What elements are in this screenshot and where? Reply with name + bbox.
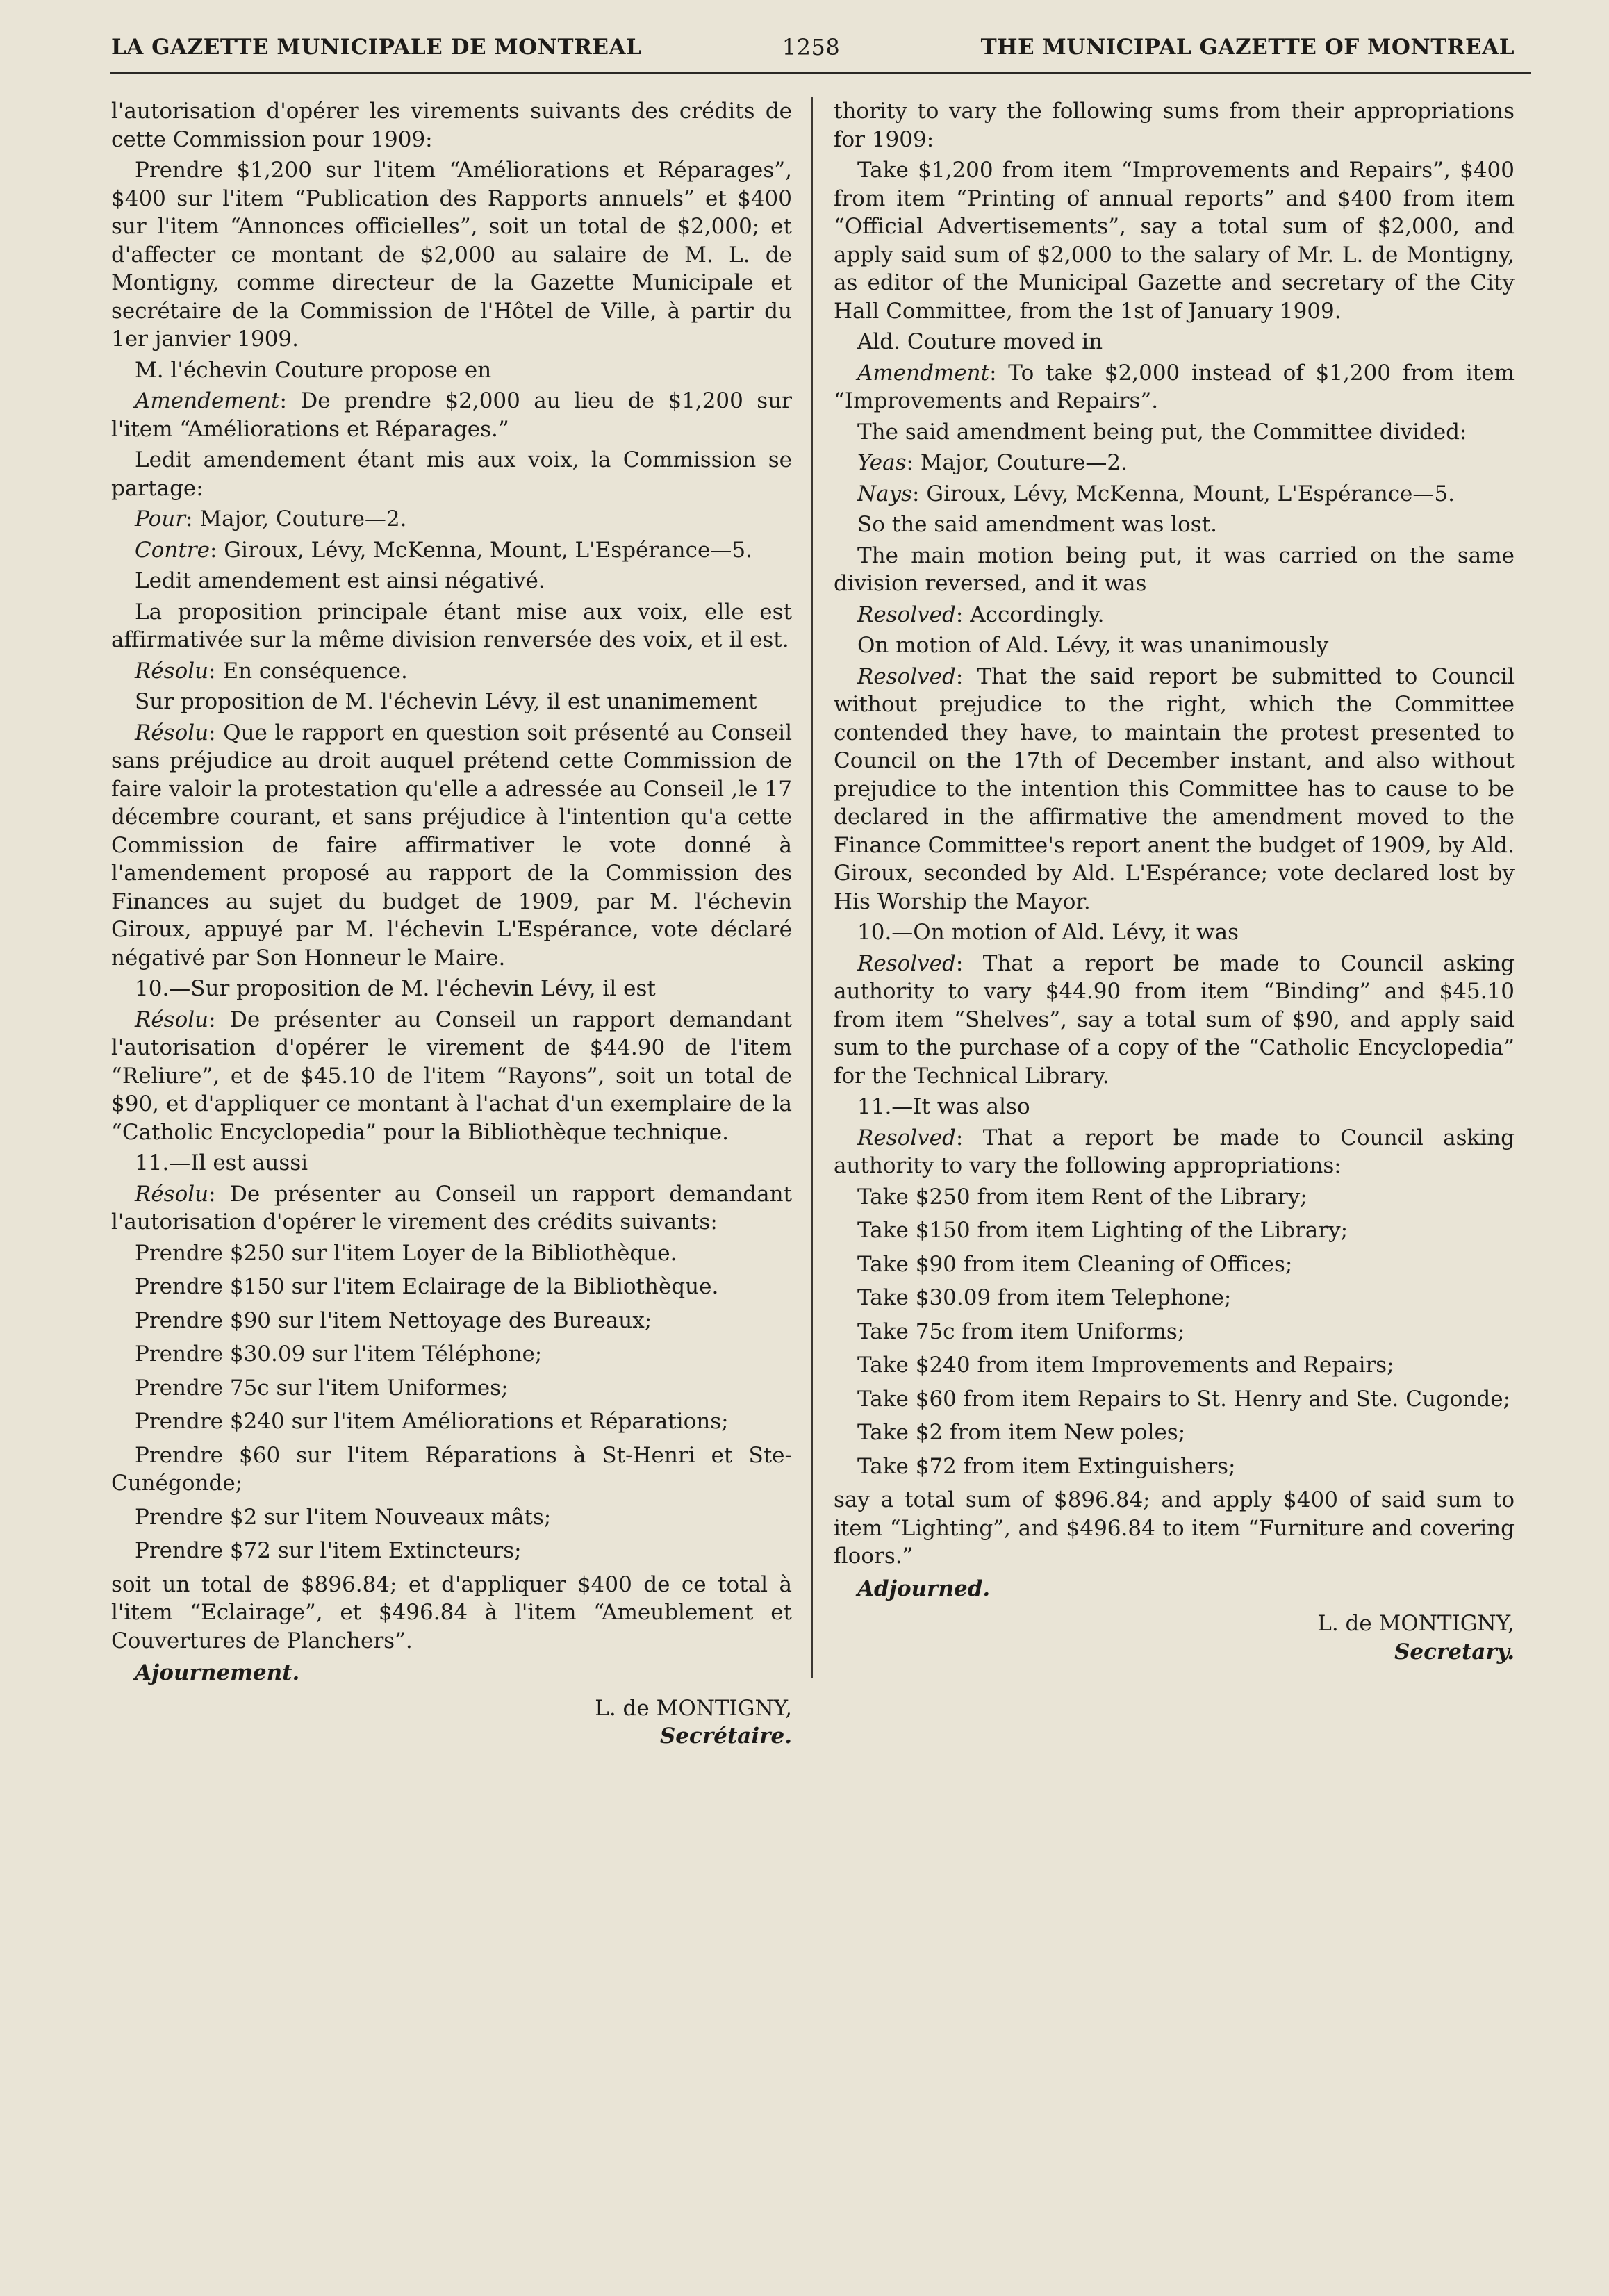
fr-amendment-label: Amendement [135, 388, 280, 413]
fr-contre-label: Contre [135, 537, 210, 563]
en-amendment [834, 359, 1515, 415]
fr-list-item: Prendre $60 sur l'item Réparations à St-Henri et Ste-Cunégonde; [111, 1442, 792, 1496]
en-total: say a total sum of $896.84; and apply $400 of said sum to item “Lighting”, and $496.84 to item “Furniture and covering floors.” [834, 1487, 1515, 1569]
header-french-title: LA GAZETTE MUNICIPALE DE MONTREAL [111, 35, 642, 60]
en-paragraph: The said amendment being put, the Committee divided: [857, 419, 1467, 445]
en-list-item: Take $240 from item Improvements and Repairs; [857, 1353, 1394, 1378]
fr-resolu [111, 719, 792, 973]
fr-resolu [111, 657, 792, 686]
en-list-item: Take $30.09 from item Telephone; [857, 1285, 1232, 1310]
fr-resolu-label: Résolu [135, 658, 209, 684]
fr-resolu-label: Résolu [135, 720, 209, 745]
en-vote-yeas [834, 449, 1515, 477]
page-header [111, 26, 1515, 68]
fr-paragraph: Prendre $1,200 sur l'item “Améliorations et Réparages”, $400 sur l'item “Publication des Rapports annuels” et $400 sur l'item “Annonces officielles”, soit un total de $2,000; et d'affecter ce montant de $2,000 au salaire de M. L. de Montigny, comme directeur de la Gazette Municipale et secrétaire de la Commission de l'Hôtel de Ville, à partir du 1er janvier 1909. [111, 158, 792, 352]
en-resolved [834, 950, 1515, 1091]
fr-contre-text: : Giroux, Lévy, McKenna, Mount, L'Espérance—5. [209, 537, 752, 563]
fr-resolu-text: : Que le rapport en question soit présenté au Conseil sans préjudice au droit auquel prétend cette Commission de faire valoir la protestation qu'elle a adressée au Conseil ,le 17 décembre courant, et sans préjudice à l'intention qu'a cette Commission de faire affirmativer le vote donné à l'amendement proposé au rapport de la Commission des Finances au sujet du budget de 1909, par M. l'échevin Giroux, appuyé par M. l'échevin L'Espérance, vote déclaré négativé par Son Honneur le Maire. [111, 720, 792, 971]
fr-adjournment: Ajournement. [135, 1660, 300, 1685]
en-list-item: Take $60 from item Repairs to St. Henry and Ste. Cugonde; [857, 1386, 1511, 1412]
fr-paragraph: Ledit amendement étant mis aux voix, la Commission se partage: [111, 447, 792, 501]
fr-signature [111, 1694, 792, 1751]
en-amendment-label: Amendment [857, 360, 990, 386]
header-english-title: THE MUNICIPAL GAZETTE OF MONTREAL [980, 35, 1515, 60]
en-paragraph: On motion of Ald. Lévy, it was unanimously [857, 633, 1329, 658]
fr-paragraph: 10.—Sur proposition de M. l'échevin Lévy, il est [135, 976, 656, 1001]
en-signature-name: L. de MONTIGNY, [1317, 1611, 1515, 1636]
fr-vote-pour [111, 505, 792, 534]
fr-paragraph: M. l'échevin Couture propose en [135, 357, 492, 383]
fr-resolu-label: Résolu [135, 1181, 209, 1207]
fr-signature-name: L. de MONTIGNY, [595, 1695, 792, 1721]
en-resolved [834, 1124, 1515, 1180]
en-paragraph: So the said amendment was lost. [857, 512, 1218, 537]
fr-resolu [111, 1006, 792, 1147]
fr-resolu-label: Résolu [135, 1007, 209, 1032]
fr-paragraph: 11.—Il est aussi [135, 1150, 308, 1175]
fr-list-item: Prendre $2 sur l'item Nouveaux mâts; [135, 1504, 552, 1530]
en-resolved-text: : That the said report be submitted to Council without prejudice to the right, which the Committee contended they have, to maintain the protest presented to Council on the 17th of December instant, and also without prejudice to the intention this Committee has to cause to be declared in the affirmative the amendment moved to the Finance Committee's report anent the budget of 1909, by Ald. Giroux, seconded by Ald. L'Espérance; vote declared lost by His Worship the Mayor. [834, 663, 1515, 914]
fr-list-item: Prendre $150 sur l'item Eclairage de la Bibliothèque. [135, 1274, 719, 1299]
fr-resolu-text: : De présenter au Conseil un rapport demandant l'autorisation d'opérer le virement des crédits suivants: [111, 1181, 792, 1234]
fr-resolu-text: : De présenter au Conseil un rapport demandant l'autorisation d'opérer le virement de $44.90 de l'item “Reliure”, et de $45.10 de l'item “Rayons”, soit un total de $90, et d'appliquer ce montant à l'achat d'un exemplaire de la “Catholic Encyclopedia” pour la Bibliothèque technique. [111, 1007, 792, 1145]
fr-list-item: Prendre $30.09 sur l'item Téléphone; [135, 1341, 543, 1366]
fr-pour-label: Pour [135, 506, 186, 531]
en-resolved-text: : That a report be made to Council asking authority to vary the following appropriations: [834, 1125, 1515, 1178]
page-number: 1258 [782, 34, 841, 60]
fr-signature-role: Secrétaire. [659, 1724, 792, 1749]
en-adjournment: Adjourned. [857, 1576, 991, 1601]
fr-list-item: Prendre $250 sur l'item Loyer de la Bibliothèque. [135, 1240, 677, 1266]
en-paragraph: Ald. Couture moved in [857, 329, 1103, 354]
fr-paragraph: Sur proposition de M. l'échevin Lévy, il est unanimement [135, 689, 757, 714]
en-resolved-label: Resolved [857, 950, 956, 976]
column-divider [811, 97, 813, 1678]
en-signature-role: Secretary. [1394, 1639, 1515, 1665]
en-yeas-label: Yeas [857, 450, 907, 475]
en-list-item: Take $72 from item Extinguishers; [857, 1453, 1236, 1479]
en-vote-nays [834, 480, 1515, 509]
fr-total: soit un total de $896.84; et d'appliquer $400 de ce total à l'item “Eclairage”, et $496.84 à l'item “Ameublement et Couvertures de Planchers”. [111, 1571, 792, 1653]
en-nays-text: : Giroux, Lévy, McKenna, Mount, L'Espérance—5. [912, 481, 1455, 506]
en-paragraph: 11.—It was also [857, 1094, 1030, 1119]
en-resolved [834, 601, 1515, 629]
en-resolved-text: : That a report be made to Council asking authority to vary $44.90 from item “Binding” and $45.10 from item “Shelves”, say a total sum of $90, and apply said sum to the purchase of a copy of the “Catholic Encyclopedia” for the Technical Library. [834, 950, 1515, 1089]
en-list-item: Take $90 from item Cleaning of Offices; [857, 1251, 1293, 1277]
en-list-item: Take 75c from item Uniforms; [857, 1319, 1185, 1344]
fr-amendment [111, 387, 792, 443]
en-nays-label: Nays [857, 481, 913, 506]
fr-list-item: Prendre $90 sur l'item Nettoyage des Bureaux; [135, 1307, 652, 1333]
french-column [111, 97, 792, 1751]
en-paragraph: Take $1,200 from item “Improvements and Repairs”, $400 from item “Printing of annual reports” and $400 from item “Official Advertisements”, say a total sum of $2,000, and apply said sum of $2,000 to the salary of Mr. L. de Montigny, as editor of the Municipal Gazette and secretary of the City Hall Committee, from the 1st of January 1909. [834, 158, 1515, 324]
en-resolved-label: Resolved [857, 1125, 956, 1150]
fr-pour-text: : Major, Couture—2. [185, 506, 407, 531]
en-resolved [834, 663, 1515, 916]
en-resolved-label: Resolved [857, 602, 956, 627]
en-amendment-text: : To take $2,000 instead of $1,200 from item “Improvements and Repairs”. [834, 360, 1515, 413]
header-rule [110, 72, 1531, 74]
fr-resolu [111, 1180, 792, 1237]
fr-vote-contre [111, 536, 792, 565]
english-column [834, 97, 1515, 1666]
en-list-item: Take $150 from item Lighting of the Library; [857, 1218, 1348, 1243]
fr-paragraph: l'autorisation d'opérer les virements suivants des crédits de cette Commission pour 1909: [111, 99, 792, 152]
en-resolved-text: : Accordingly. [955, 602, 1105, 627]
fr-paragraph: La proposition principale étant mise aux voix, elle est affirmativée sur la même division renversée des voix, et il est. [111, 599, 792, 652]
fr-list-item: Prendre $240 sur l'item Améliorations et Réparations; [135, 1409, 729, 1434]
en-signature [834, 1610, 1515, 1666]
en-paragraph: thority to vary the following sums from their appropriations for 1909: [834, 99, 1515, 152]
en-paragraph: 10.—On motion of Ald. Lévy, it was [857, 920, 1239, 945]
fr-list-item: Prendre 75c sur l'item Uniformes; [135, 1375, 509, 1401]
en-yeas-text: : Major, Couture—2. [906, 450, 1128, 475]
en-resolved-label: Resolved [857, 663, 956, 689]
en-list-item: Take $250 from item Rent of the Library; [857, 1184, 1307, 1209]
fr-resolu-text: : En conséquence. [208, 658, 408, 684]
fr-paragraph: Ledit amendement est ainsi négativé. [135, 568, 545, 593]
fr-list-item: Prendre $72 sur l'item Extincteurs; [135, 1538, 522, 1563]
en-list-item: Take $2 from item New poles; [857, 1420, 1186, 1445]
en-paragraph: The main motion being put, it was carried on the same division reversed, and it was [834, 543, 1515, 596]
fr-amendment-text: : De prendre $2,000 au lieu de $1,200 sur l'item “Améliorations et Réparages.” [111, 388, 792, 442]
